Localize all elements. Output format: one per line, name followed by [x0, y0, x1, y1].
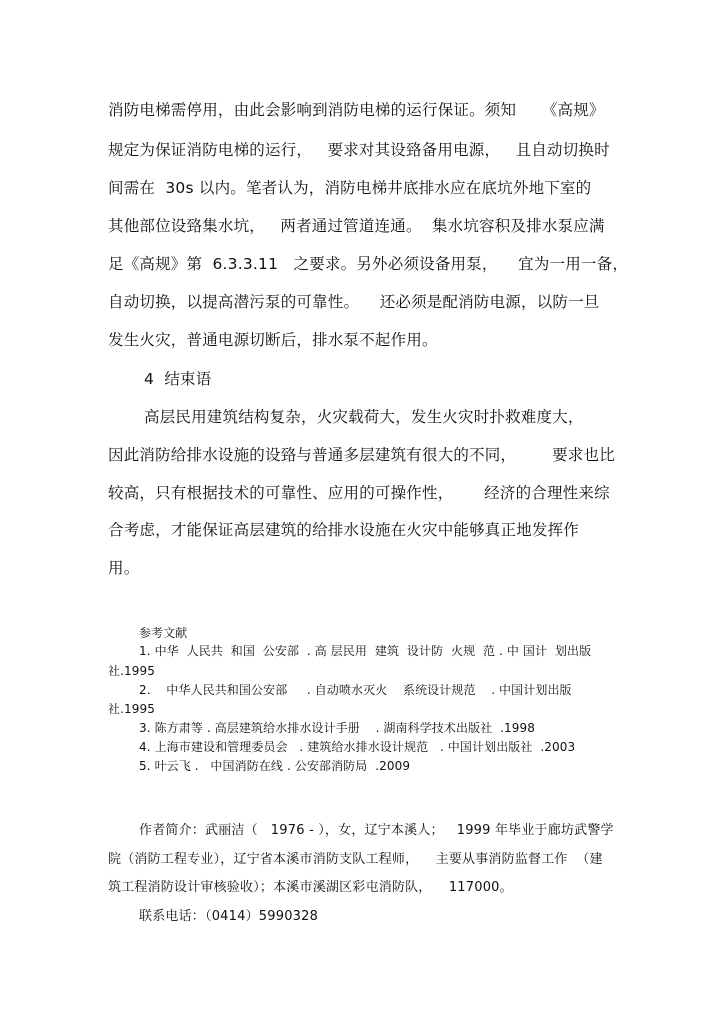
body-line-7: 发生火灾，普通电源切断后，排水泵不起作用。 [108, 331, 438, 349]
reference-item: 4. 上海市建设和管理委员会 . 建筑给水排水设计规范 . 中国计划出版社 .2003 [139, 740, 576, 754]
conclusion-line-3: 较高，只有根据技术的可靠性、应用的可操作性， 经济的合理性来综 [108, 484, 610, 502]
conclusion-line-2: 因此消防给排水设施的设臵与普通多层建筑有很大的不同， 要求也比 [108, 446, 615, 464]
references-heading: 参考文献 [139, 626, 188, 640]
author-bio-line-1: 作者简介：武丽洁（ 1976 - ），女，辽宁本溪人； 1999 年毕业于廊坊武警学 [139, 823, 614, 838]
reference-item-continuation: 社.1995 [108, 664, 155, 678]
author-bio-line-3: 筑工程消防设计审核验收）；本溪市溪湖区彩屯消防队， 117000。 [108, 880, 513, 895]
conclusion-line-5: 用。 [108, 559, 140, 577]
body-line-1: 消防电梯需停用，由此会影响到消防电梯的运行保证。须知 《高规》 [108, 101, 605, 119]
conclusion-line-4: 合考虑，才能保证高层建筑的给排水设施在火灾中能够真正地发挥作 [108, 521, 580, 539]
body-line-4: 其他部位设臵集水坑， 两者通过管道连通。 集水坑容积及排水泵应满 [108, 217, 605, 235]
reference-item: 5. 叶云飞 . 中国消防在线 . 公安部消防局 .2009 [139, 759, 411, 773]
body-line-5: 足《高规》第 6.3.3.11 之要求。另外必须设备用泵， 宜为一用一备， [108, 255, 629, 273]
reference-item-continuation: 社.1995 [108, 702, 155, 716]
reference-item: 3. 陈方肃等 . 高层建筑给水排水设计手册 . 湖南科学技术出版社 .1998 [139, 721, 535, 735]
contact-phone: 联系电话：（0414）5990328 [139, 909, 319, 924]
reference-item: 1. 中华 人民共 和国 公安部 . 高 层民用 建筑 设计防 火规 范 . 中 国计 划出版 [139, 644, 592, 658]
body-line-6: 自动切换，以提高潜污泵的可靠性。 还必须是配消防电源，以防一旦 [108, 293, 600, 311]
section-heading: 4 结束语 [144, 370, 212, 388]
body-line-2: 规定为保证消防电梯的运行， 要求对其设臵备用电源， 且自动切换时 [108, 141, 610, 159]
reference-item: 2. 中华人民共和国公安部 . 自动喷水灭火 系统设计规范 . 中国计划出版 [139, 683, 572, 697]
body-line-3: 间需在 30s 以内。笔者认为，消防电梯井底排水应在底坑外地下室的 [108, 179, 592, 197]
conclusion-line-1: 高层民用建筑结构复杂，火灾载荷大，发生火灾时扑救难度大， [144, 408, 584, 426]
author-bio-line-2: 院（消防工程专业），辽宁省本溪市消防支队工程师， 主要从事消防监督工作 （建 [108, 852, 603, 867]
